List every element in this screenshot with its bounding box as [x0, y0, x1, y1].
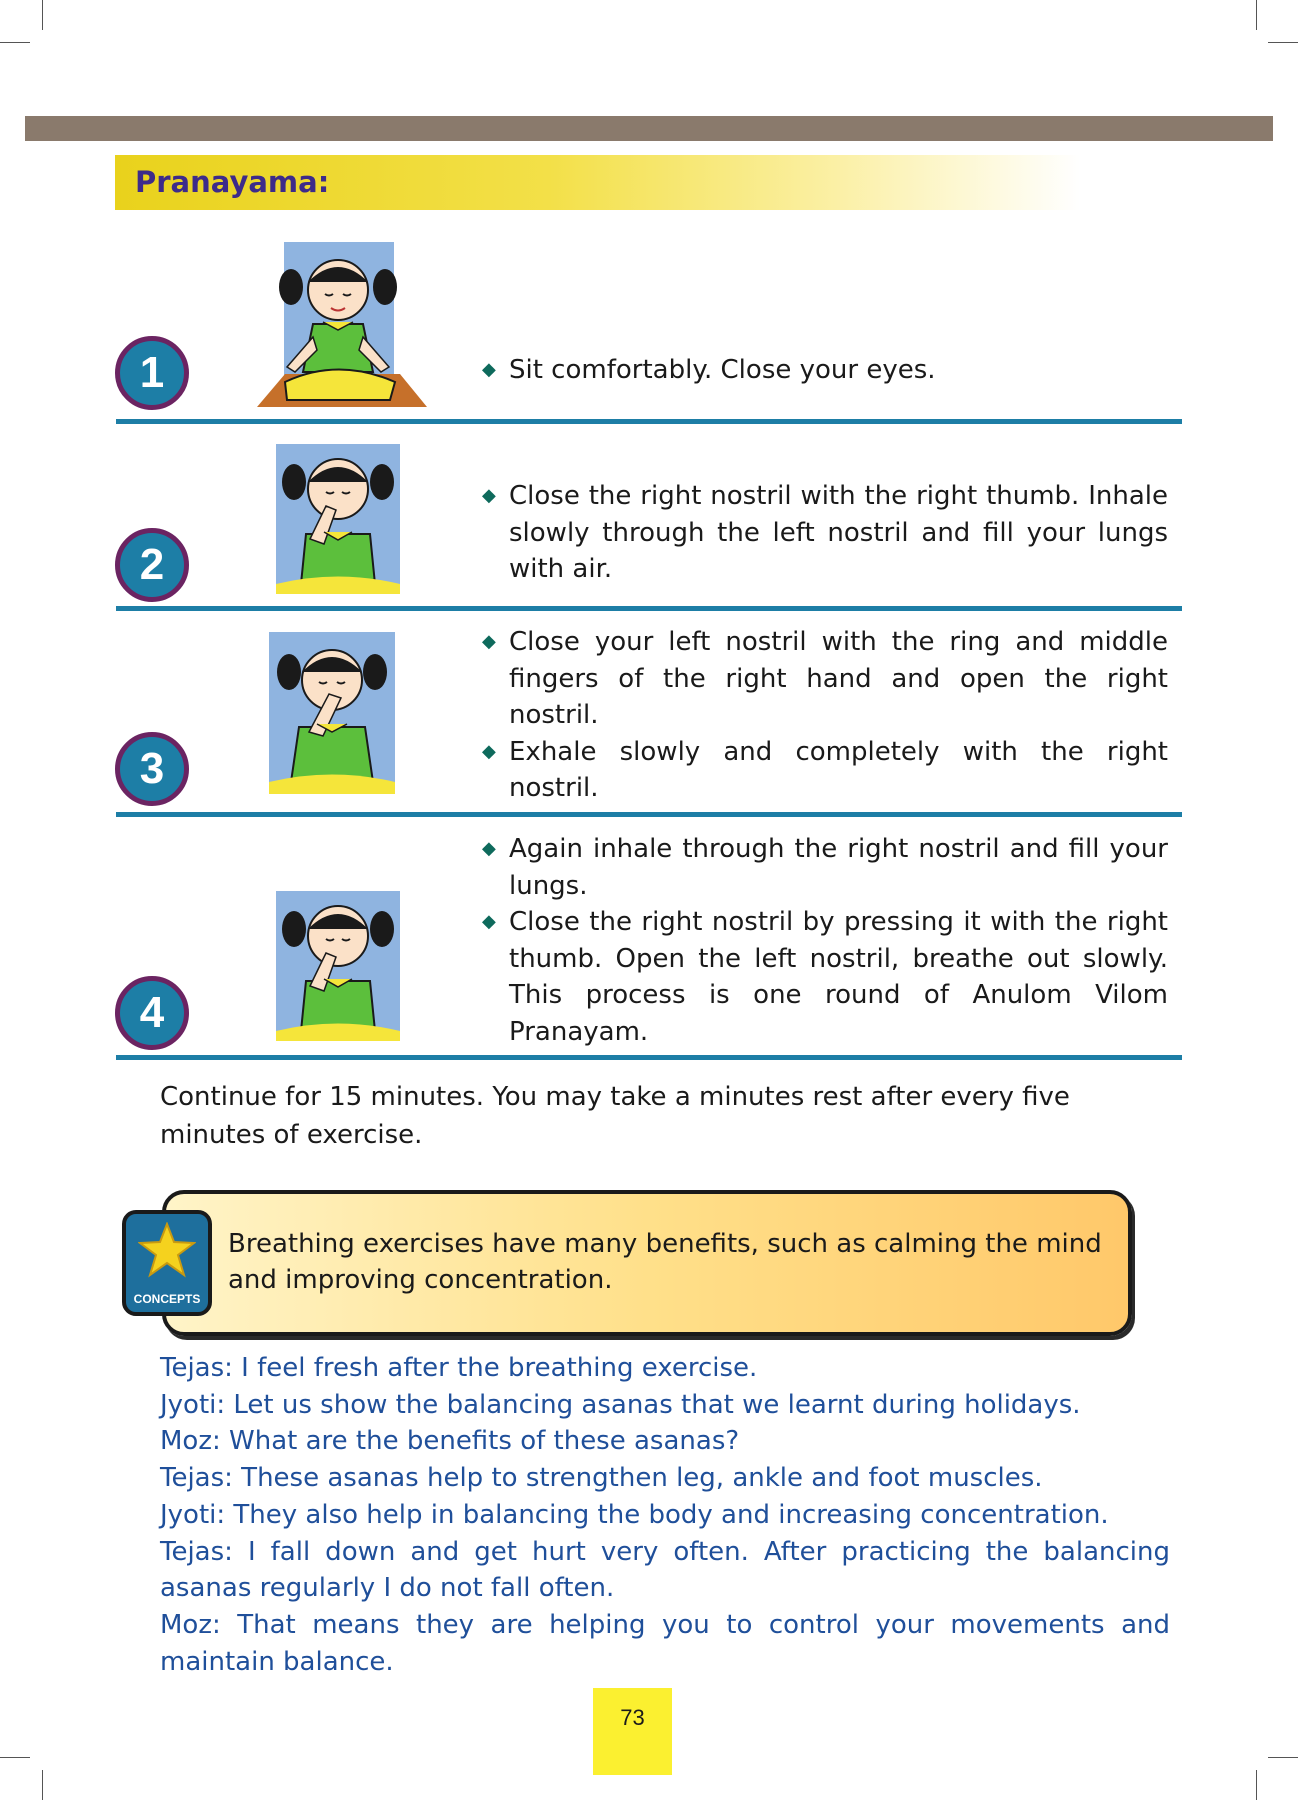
crop-mark	[1268, 1757, 1298, 1758]
diamond-bullet-icon: ◆	[482, 740, 496, 762]
girl-closing-left-nostril-illustration	[269, 632, 395, 794]
concepts-badge	[122, 1210, 212, 1316]
step-3-text	[482, 624, 1168, 807]
step-divider	[116, 1055, 1182, 1060]
step-1-text	[482, 352, 1168, 389]
step-number-badge: 1	[115, 336, 189, 410]
diamond-bullet-icon: ◆	[482, 359, 496, 380]
crop-mark	[42, 0, 43, 30]
step-1-bullet: ◆ Sit comfortably. Close your eyes.	[482, 352, 1168, 389]
step-divider	[116, 419, 1182, 424]
dialogue-line: Moz: That means they are helping you to control your movements and maintain balance.	[160, 1609, 1170, 1677]
dialogue-line: Tejas: I feel fresh after the breathing exercise.	[160, 1353, 758, 1383]
step-4-bullet: ◆ Close the right nostril by pressing it with the right thumb. Open the left nostril, breathe out slowly. This process is one round of Anulom Vilom Pranayam.	[482, 904, 1168, 1050]
step-2-bullet: ◆ Close the right nostril with the right thumb. Inhale slowly through the left nostril and fill your lungs with air.	[482, 478, 1168, 588]
crop-mark	[1268, 42, 1298, 43]
concept-callout	[162, 1190, 1132, 1336]
step-4-text	[482, 831, 1168, 1050]
dialogue-line: Moz: What are the benefits of these asanas?	[160, 1426, 740, 1457]
step-3-bullet: ◆ Exhale slowly and completely with the right nostril.	[482, 734, 1168, 807]
diamond-bullet-icon: ◆	[482, 631, 496, 652]
crop-mark	[0, 1757, 30, 1758]
step-number-badge: 3	[115, 732, 189, 806]
girl-breathing-out-illustration	[276, 891, 400, 1041]
crop-mark	[1256, 0, 1257, 30]
dialogue-line: Tejas: These asanas help to strengthen leg, ankle and foot muscles.	[160, 1463, 1043, 1494]
header-bar	[25, 116, 1273, 141]
diamond-bullet-icon: ◆	[482, 838, 496, 859]
girl-sitting-illustration	[255, 242, 430, 410]
step-number-badge: 2	[115, 528, 189, 602]
step-3-bullet: ◆ Close your left nostril with the ring and middle fingers of the right hand and open the right nostril.	[482, 624, 1168, 734]
step-divider	[116, 812, 1182, 817]
dialogue-line: Jyoti: Let us show the balancing asanas that we learnt during holidays.	[160, 1389, 1081, 1420]
diamond-bullet-icon: ◆	[482, 911, 496, 932]
crop-mark	[1256, 1770, 1257, 1800]
concept-text: Breathing exercises have many benefits, such as calming the mind and improving concentration.	[228, 1229, 1102, 1295]
continue-instruction: Continue for 15 minutes. You may take a minutes rest after every five minutes of exercise.	[160, 1082, 1070, 1150]
dialogue-block	[160, 1350, 1170, 1680]
section-heading-band	[115, 155, 1080, 210]
crop-mark	[0, 42, 30, 43]
page-number: 73	[593, 1688, 672, 1775]
concepts-badge-label: CONCEPTS	[133, 1292, 201, 1306]
girl-closing-nostril-illustration	[276, 444, 400, 594]
star-icon	[138, 1222, 196, 1278]
crop-mark	[42, 1770, 43, 1800]
step-divider	[116, 606, 1182, 611]
section-title: Pranayama:	[135, 165, 330, 199]
dialogue-line: Tejas: I fall down and get hurt very often. After practicing the balancing asanas regularly I do not fall often.	[160, 1536, 1170, 1604]
diamond-bullet-icon: ◆	[482, 485, 496, 506]
step-number-badge: 4	[115, 976, 189, 1050]
dialogue-line: Jyoti: They also help in balancing the body and increasing concentration.	[160, 1499, 1109, 1530]
step-2-text	[482, 478, 1168, 588]
step-4-bullet: ◆ Again inhale through the right nostril and fill your lungs.	[482, 831, 1168, 904]
